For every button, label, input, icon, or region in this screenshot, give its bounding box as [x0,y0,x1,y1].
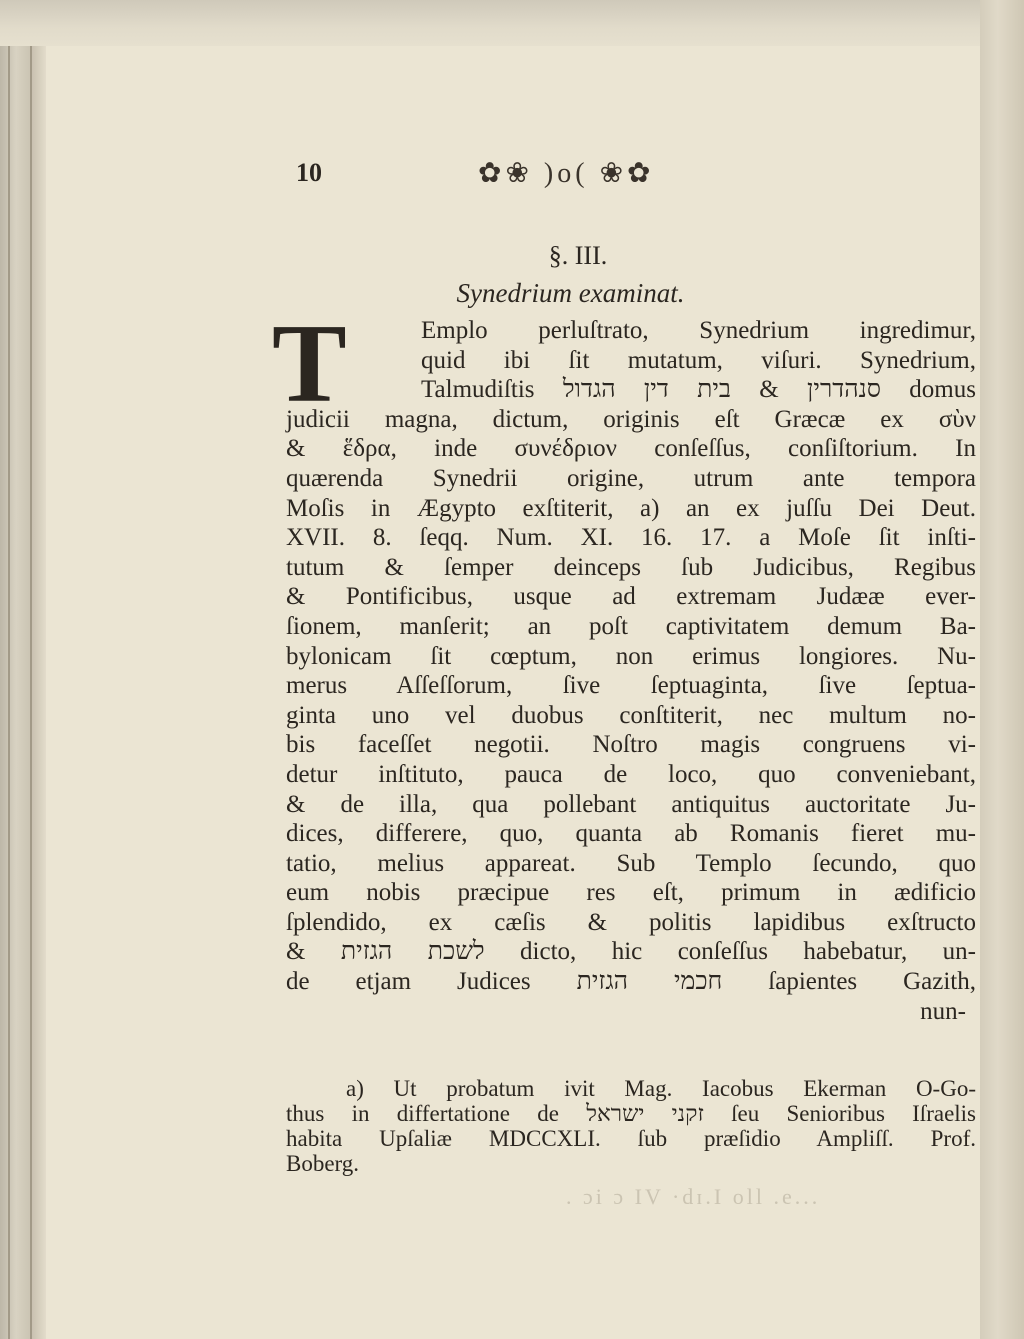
section-title: Synedrium examinat. [456,278,685,308]
text-line: & Pontificibus, usque ad extremam Judææ ever- [286,583,976,611]
binding-line [8,0,10,1339]
page-number: 10 [296,158,322,187]
book-page [46,46,980,1339]
text-line: dices, differere, quo, quanta ab Romanis fieret mu- [286,820,976,848]
running-header [46,156,980,196]
text-line: tutum & ſemper deinceps ſub Judicibus, Regibus [286,553,976,581]
text-line: judicii magna, dictum, originis eſt Græcæ ex σὺν [286,405,976,433]
text-line: quid ibi ſit mutatum, viſuri. Synedrium, [421,346,976,374]
binding-line [30,0,32,1339]
right-page-edge [980,0,1024,1339]
text-line: & de illa, qua pollebant antiquitus auctoritate Ju- [286,790,976,818]
text-line: ſplendido, ex cæſis & politis lapidibus exſtructo [286,908,976,936]
text-line: detur inſtituto, pauca de loco, quo conveniebant, [286,760,976,788]
text-line: tatio, melius appareat. Sub Templo ſecundo, quo [286,849,976,877]
catchword: nun- [920,997,966,1025]
footnote-line: thus in differtatione de זקני ישראל ſeu Senioribus Iſraelis [286,1101,977,1126]
text-line: & ἕδρα, inde συνέδριον conſeſſus, conſiſtorium. In [286,435,976,463]
header-ornament: ✿❀ )o( ❀✿ [478,158,655,189]
drop-cap: T [272,302,347,426]
section-number: §. III. [548,241,608,270]
text-line: & לשכת הגזית dicto, hic conſeſſus habebatur, un- [286,938,976,966]
text-line: quærenda Synedrii origine, utrum ante tempora [286,464,976,492]
text-line: ſionem, manſerit; an poſt captivitatem demum Ba- [286,612,976,640]
text-line: eum nobis præcipue res eſt, primum in ædificio [286,879,976,907]
text-line: Talmudiſtis סנהדרין & בית דין הגדול domus [421,376,976,404]
body-text [286,316,976,1026]
bleed-through-text: . ɔi ɔ IV ·dɪ.I oll .e... [566,1184,821,1209]
text-line: de etjam Judices חכמי הגזית ſapientes Gazith, [286,968,976,996]
text-line: ginta uno vel duobus conſtiterit, nec multum no- [286,701,976,729]
text-line: Emplo perluſtrato, Synedrium ingredimur, [421,317,976,344]
footnote-line: a) Ut probatum ivit Mag. Iacobus Ekerman O-Go- [346,1076,976,1101]
text-line: XVII. 8. ſeqq. Num. XI. 16. 17. a Moſe ſit inſti- [286,524,976,552]
top-page-edge [0,0,1024,46]
text-line: merus Aſſeſſorum, ſive ſeptuaginta, ſive ſeptua- [286,672,976,700]
text-line: Moſis in Ægypto exſtiterit, a) an ex juſſu Dei Deut. [286,494,976,522]
footnote-line: habita Upſaliæ MDCCXLI. ſub præſidio Ampliſſ. Prof. [286,1126,976,1151]
text-line: bis faceſſet negotii. Noſtro magis congruens vi- [286,731,976,759]
book-binding [0,0,46,1339]
footnote [286,1076,976,1176]
footnote-line: Boberg. [286,1151,360,1176]
text-line: bylonicam ſit cœptum, non erimus longiores. Nu- [286,642,976,670]
